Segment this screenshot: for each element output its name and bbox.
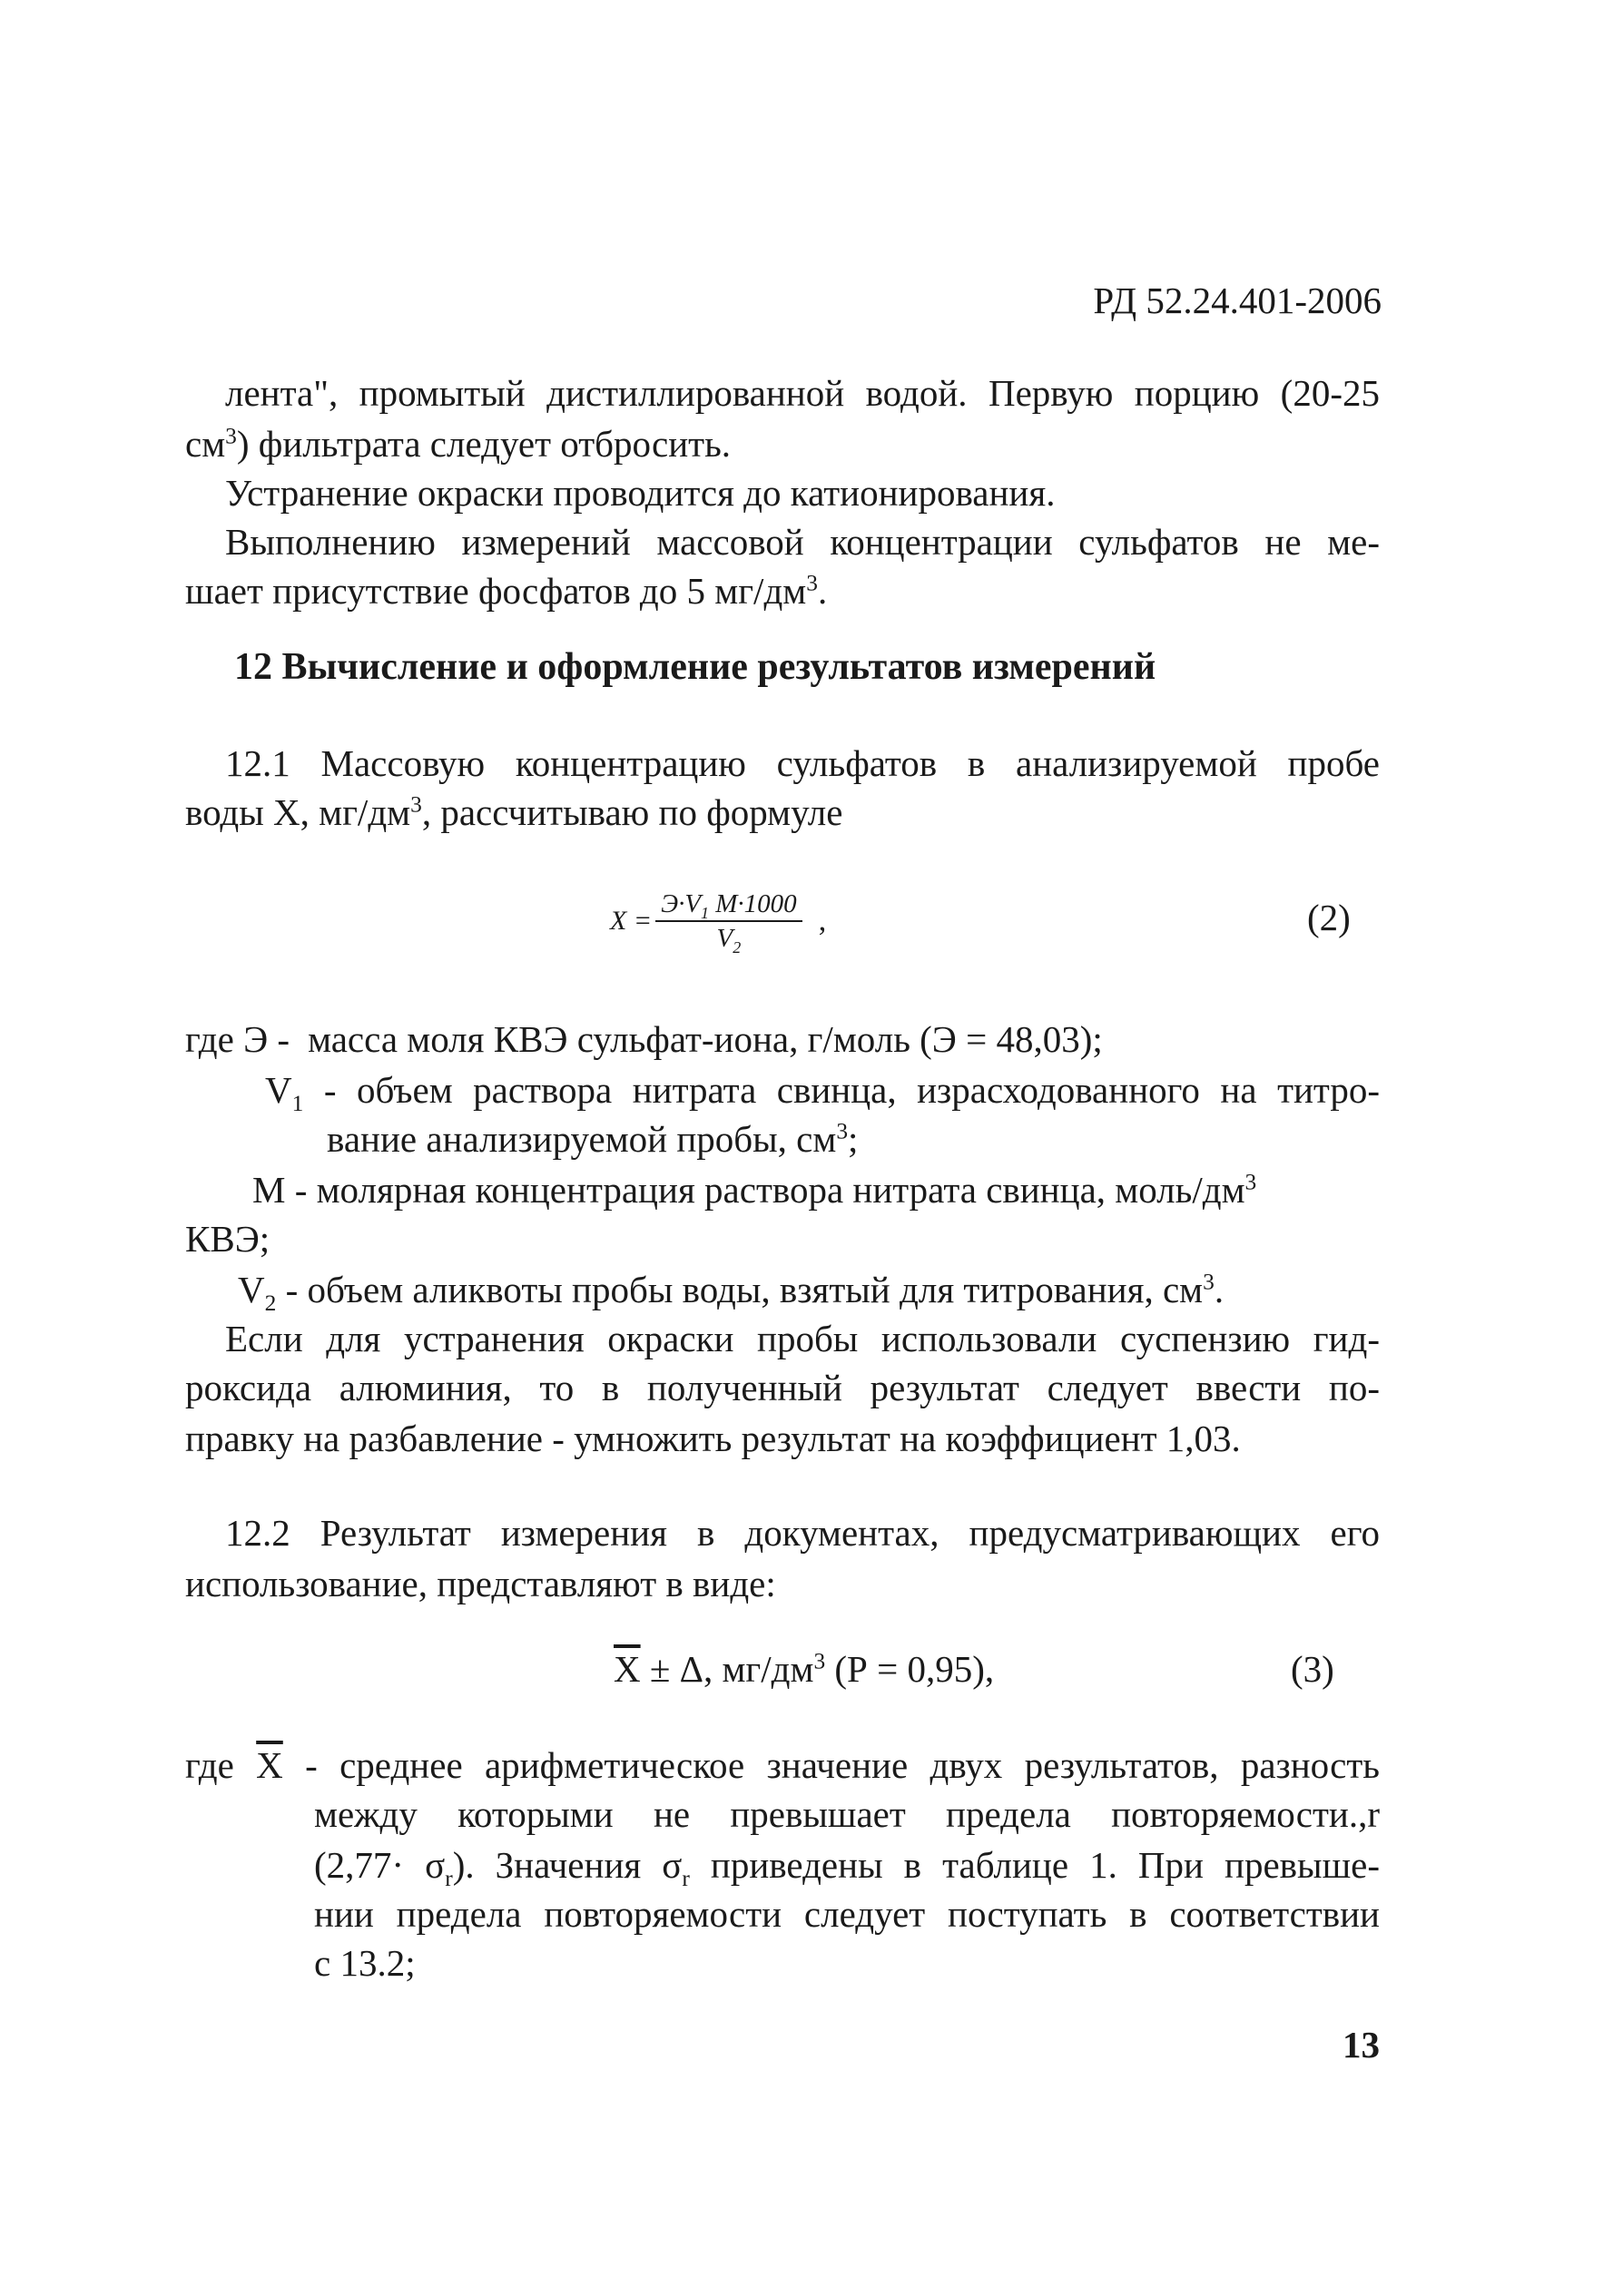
formula-2: [610, 880, 826, 962]
where1-line-3: вание анализируемой пробы, $см^3$;: [327, 1118, 859, 1160]
where1-line-6: $V_2$ - объем аликвоты пробы воды, взятый для титрования, $см^3$.: [238, 1269, 1225, 1317]
intro-line-5: шает присутствие фосфатов до 5 $мг/дм^3$.: [185, 570, 828, 612]
where1-line-5: КВЭ;: [185, 1218, 270, 1260]
formula-2-number: (2): [1307, 897, 1351, 938]
where2-line-1: где $\overline{X}$ - среднее арифметическое значение двух результатов, разность: [185, 1744, 1380, 1786]
where2-line-4: нии предела повторяемости следует поступать в соответствии: [314, 1893, 1380, 1935]
formula-3: $\overline{X} \pm \Delta$, $мг/дм^3$ (Р = 0,95),: [614, 1648, 995, 1690]
where2-line-3: $(2,77\cdot \sigma_r)$. Значения $\sigma_r$ приведены в таблице 1. При превыше-: [314, 1844, 1380, 1892]
page-number: 13: [1343, 2024, 1380, 2065]
where2-xbar: $\overline{X}$: [256, 1744, 283, 1786]
p122-line-2: использование, представляют в виде:: [185, 1563, 776, 1604]
formula-2-fraction: [655, 888, 802, 955]
formula-3-xbar: $\overline{X}$: [614, 1648, 641, 1690]
formula-2-numerator: $Э\cdot V_1$ M·1000: [655, 888, 802, 922]
where2-line-5: с 13.2;: [314, 1942, 416, 1984]
p121-line-2: воды Х, $мг/дм^3$, рассчитываю по формуле: [185, 791, 843, 833]
where1-line-1: где Э - масса моля КВЭ сульфат-иона, г/моль (Э = 48,03);: [185, 1018, 1103, 1060]
formula-3-number: (3): [1291, 1648, 1334, 1690]
section-heading: 12 Вычисление и оформление результатов измерений: [234, 646, 1156, 688]
color-para-line-3: правку на разбавление - умножить результат на коэффициент 1,03.: [185, 1418, 1241, 1459]
where2-line-2: между которыми не превышает предела повторяемости.,r: [314, 1793, 1380, 1835]
color-para-line-2: роксида алюминия, то в полученный результат следует ввести по-: [185, 1367, 1380, 1408]
intro-line-1: лента", промытый дистиллированной водой. Первую порцию (20-25: [225, 372, 1380, 414]
p121-line-1: 12.1 Массовую концентрацию сульфатов в анализируемой пробе: [225, 742, 1380, 784]
formula-2-lhs: X =: [610, 906, 653, 936]
color-para-line-1: Если для устранения окраски пробы использовали суспензию гид-: [225, 1318, 1380, 1359]
intro-line-3: Устранение окраски проводится до катионирования.: [225, 472, 1056, 514]
formula-2-denominator: $V_2$: [716, 924, 742, 957]
where1-line-4: М - молярная концентрация раствора нитрата свинца, моль/$дм^3$: [252, 1169, 1257, 1211]
doc-code-header: РД 52.24.401-2006: [1093, 280, 1382, 321]
where1-line-2: $V_1$ - объем раствора нитрата свинца, израсходованного на титро-: [265, 1069, 1380, 1117]
intro-line-4: Выполнению измерений массовой концентрации сульфатов не ме-: [225, 521, 1380, 563]
intro-line-2: $см^3$) фильтрата следует отбросить.: [185, 423, 732, 465]
p122-line-1: 12.2 Результат измерения в документах, предусматривающих его: [225, 1512, 1380, 1554]
formula-2-comma: ,: [818, 904, 827, 937]
